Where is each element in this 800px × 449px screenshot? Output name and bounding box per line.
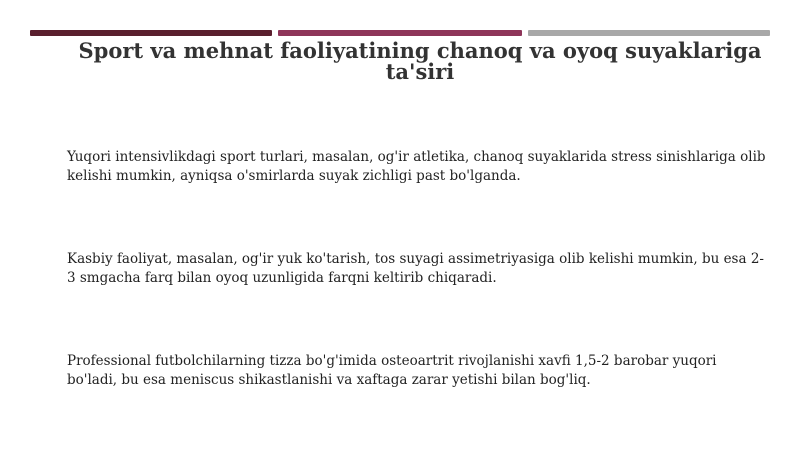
header-bar-gray — [528, 30, 770, 36]
paragraph-occupation: Kasbiy faoliyat, masalan, og'ir yuk ko'tarish, tos suyagi assimetriyasiga olib kelishi mumkin, bu esa 2-3 smgacha farq bilan oyoq uzunligida farqni keltirib chiqaradi. — [67, 251, 764, 286]
header-bar-dark — [30, 30, 272, 36]
paragraph-sport: Yuqori intensivlikdagi sport turlari, masalan, og'ir atletika, chanoq suyaklarida stress sinishlariga olib kelishi mumkin, ayniqsa o'smirlarda suyak zichligi past bo'lganda. — [67, 149, 766, 184]
header-bar-magenta — [278, 30, 522, 36]
decorative-header-bars — [30, 30, 770, 38]
paragraph-football: Professional futbolchilarning tizza bo'g'imida osteoartrit rivojlanishi xavfi 1,5-2 barobar yuqori bo'ladi, bu esa meniscus shikastlanishi va xaftaga zarar yetishi bilan bog'liq. — [67, 353, 717, 388]
slide-title: Sport va mehnat faoliyatining chanoq va oyoq suyaklariga ta'siri — [78, 38, 762, 84]
